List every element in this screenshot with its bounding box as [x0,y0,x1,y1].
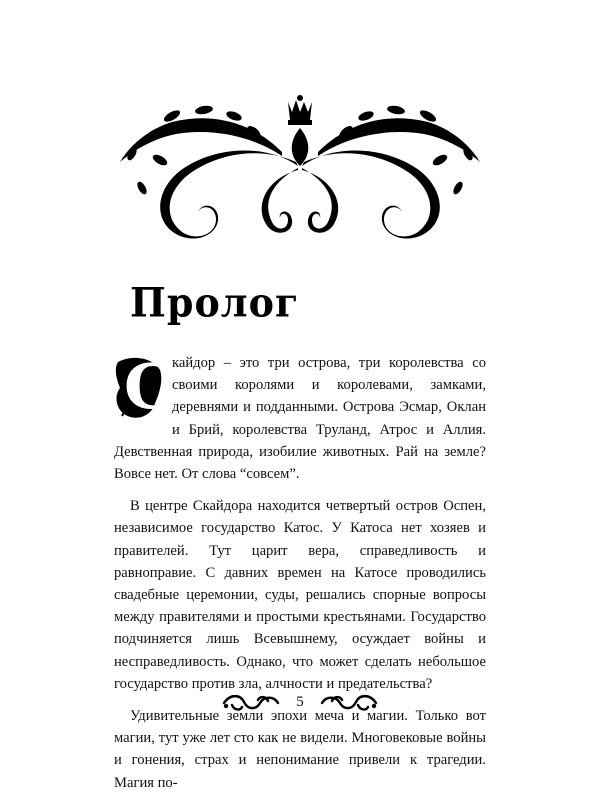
paragraph-text: кайдор – это три острова, три королевства со своими королями и королевами, замками, деревнями и подданными. Острова Эсмар, Оклан и Брий, королевства Труланд, Атрос и Аллия. Девственная природа, изобилие животных. Рай на земле? Вовсе нет. От слова “совсем”. [114,355,486,483]
dropcap-letter: С [124,350,174,423]
scroll-flourish-icon [320,692,378,714]
dropcap [114,350,174,423]
paragraph: Удивительные земли эпохи меча и магии. Только вот магии, тут уже лет сто как не видели. Многовековые войны и гонения, страх и непонимание привели к трагедии. Магия по- [114,708,486,791]
crowned-flourish-ornament-icon [112,92,488,248]
chapter-title: Пролог [130,278,300,327]
page-number: 5 [296,694,304,710]
paragraph [114,352,486,485]
scroll-flourish-icon [222,692,280,714]
page-footer [222,686,378,726]
paragraph: В центре Скайдора находится четвертый остров Оспен, независимое государство Катос. У Катоса нет хозяев и правителей. Тут царит вера, справедливость и равноправие. С давних времен на Катосе проводились свадебные церемонии, суды, решались спорные вопросы между правителями и простыми крестьянами. Государство подчиняется лишь Всевышнему, осуждает войны и несправедливость. Однако, что может сделать небольшое государство против зла, алчности и предательства? [114,498,486,692]
body-text [114,352,486,804]
